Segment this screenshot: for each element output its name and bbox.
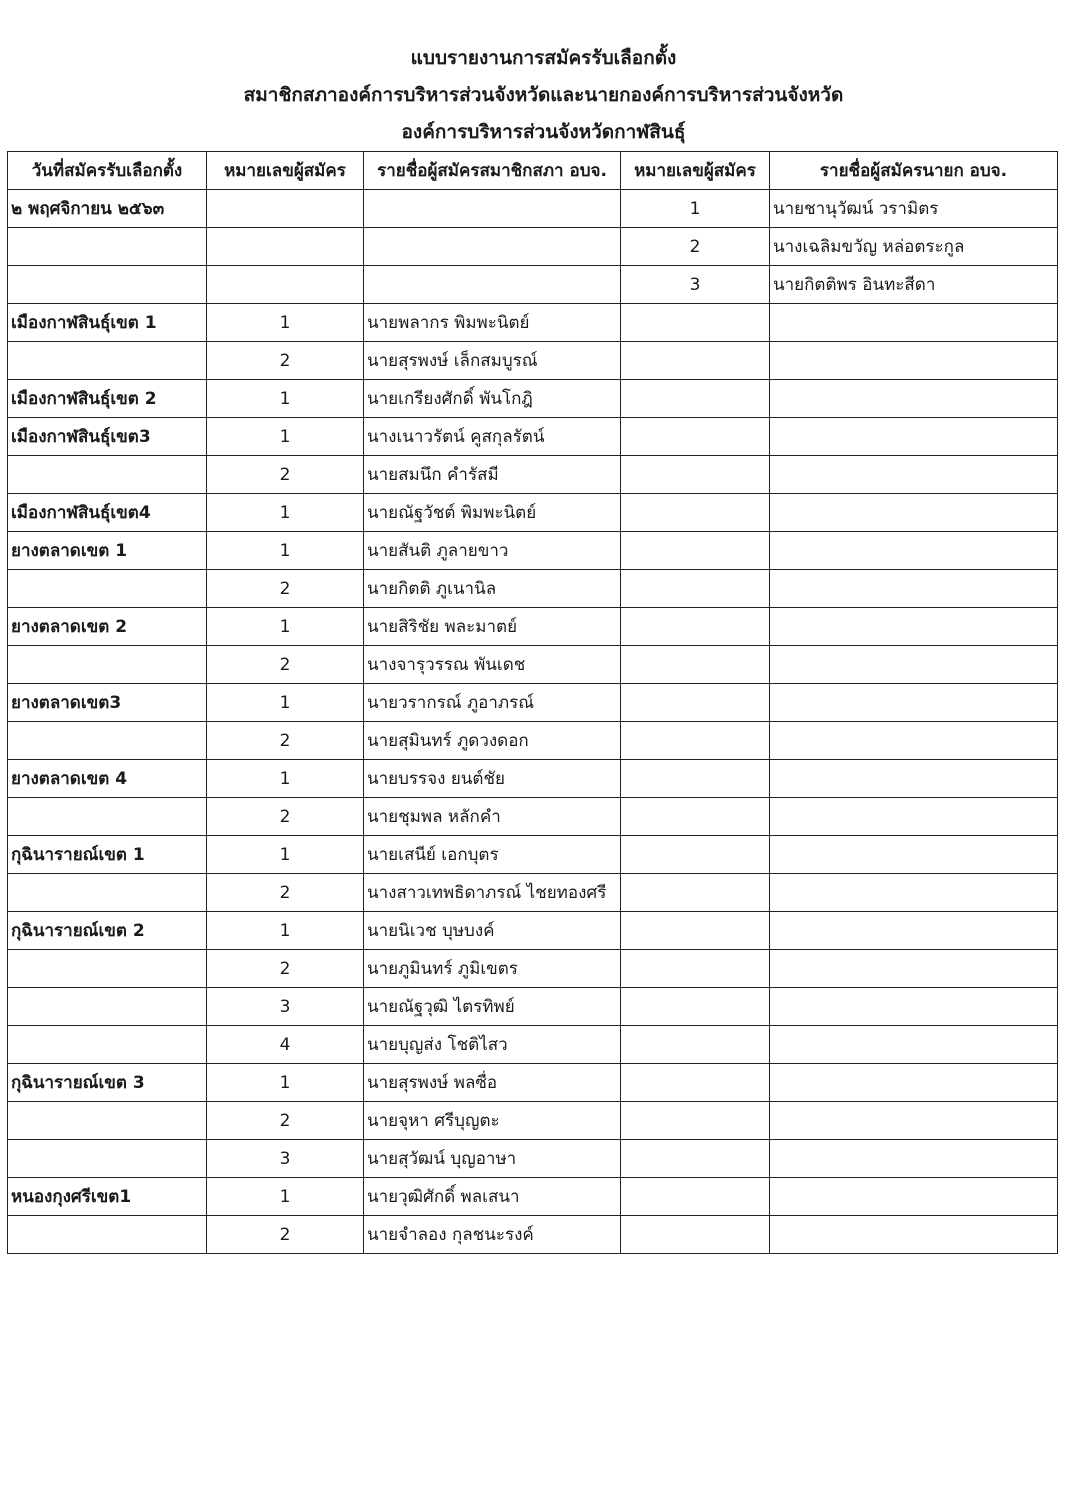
district-cell: กุฉินารายณ์เขต 3 [8, 1064, 207, 1102]
council-number-cell: 2 [207, 950, 364, 988]
district-cell: ๒ พฤศจิกายน ๒๕๖๓ [8, 190, 207, 228]
council-number-cell: 1 [207, 608, 364, 646]
table-row [8, 1026, 1058, 1064]
mayor-name-cell [770, 722, 1058, 760]
council-number-cell: 2 [207, 342, 364, 380]
district-cell [8, 950, 207, 988]
mayor-number-cell: 1 [621, 190, 770, 228]
council-number-cell: 1 [207, 304, 364, 342]
mayor-number-cell: 3 [621, 266, 770, 304]
mayor-number-cell [621, 684, 770, 722]
mayor-name-cell [770, 1216, 1058, 1254]
mayor-name-cell [770, 950, 1058, 988]
council-name-cell: นายเสนีย์ เอกบุตร [364, 836, 621, 874]
council-number-cell: 3 [207, 988, 364, 1026]
mayor-number-cell [621, 608, 770, 646]
council-number-cell: 3 [207, 1140, 364, 1178]
council-name-cell: นางเนาวรัตน์ คูสกุลรัตน์ [364, 418, 621, 456]
mayor-number-cell [621, 456, 770, 494]
district-cell [8, 798, 207, 836]
council-name-cell: นางจารุวรรณ พันเดช [364, 646, 621, 684]
mayor-name-cell [770, 1140, 1058, 1178]
table-row [8, 1140, 1058, 1178]
table-row [8, 646, 1058, 684]
report-titles [0, 40, 1087, 151]
mayor-name-cell [770, 912, 1058, 950]
council-name-cell: นายจำลอง กุลชนะรงค์ [364, 1216, 621, 1254]
mayor-name-cell: นางเฉลิมขวัญ หล่อตระกูล [770, 228, 1058, 266]
col-header-mayor-candidate-number: หมายเลขผู้สมัคร [621, 152, 770, 190]
mayor-name-cell: นายชานุวัฒน์ วรามิตร [770, 190, 1058, 228]
council-number-cell: 2 [207, 798, 364, 836]
mayor-number-cell [621, 836, 770, 874]
district-cell [8, 1102, 207, 1140]
council-number-cell: 1 [207, 494, 364, 532]
mayor-number-cell [621, 950, 770, 988]
table-row [8, 608, 1058, 646]
district-cell [8, 342, 207, 380]
mayor-name-cell [770, 494, 1058, 532]
table-row [8, 266, 1058, 304]
table-row [8, 532, 1058, 570]
mayor-name-cell [770, 874, 1058, 912]
council-name-cell: นายสุวัฒน์ บุญอาษา [364, 1140, 621, 1178]
mayor-number-cell [621, 1026, 770, 1064]
table-row [8, 1102, 1058, 1140]
table-row [8, 760, 1058, 798]
table-row [8, 912, 1058, 950]
table-row [8, 456, 1058, 494]
council-name-cell: นายสุมินทร์ ภูดวงดอก [364, 722, 621, 760]
mayor-number-cell [621, 1178, 770, 1216]
district-cell [8, 1140, 207, 1178]
mayor-name-cell [770, 456, 1058, 494]
district-cell: ยางตลาดเขต 2 [8, 608, 207, 646]
table-row [8, 684, 1058, 722]
table-row [8, 874, 1058, 912]
mayor-name-cell [770, 646, 1058, 684]
council-number-cell: 4 [207, 1026, 364, 1064]
mayor-number-cell [621, 874, 770, 912]
mayor-name-cell: นายกิตติพร อินทะสีดา [770, 266, 1058, 304]
table-row [8, 494, 1058, 532]
council-number-cell: 2 [207, 722, 364, 760]
council-name-cell: นายกิตติ ภูเนานิล [364, 570, 621, 608]
mayor-number-cell [621, 304, 770, 342]
mayor-name-cell [770, 418, 1058, 456]
district-cell [8, 266, 207, 304]
mayor-number-cell [621, 722, 770, 760]
council-name-cell: นายสุรพงษ์ พลซื่อ [364, 1064, 621, 1102]
table-row [8, 1178, 1058, 1216]
mayor-name-cell [770, 304, 1058, 342]
table-row [8, 342, 1058, 380]
table-row [8, 798, 1058, 836]
council-name-cell: นางสาวเทพธิดาภรณ์ ไชยทองศรี [364, 874, 621, 912]
table-row [8, 950, 1058, 988]
council-number-cell: 2 [207, 874, 364, 912]
mayor-number-cell [621, 760, 770, 798]
table-row [8, 304, 1058, 342]
table-row [8, 988, 1058, 1026]
col-header-application-date: วันที่สมัครรับเลือกตั้ง [8, 152, 207, 190]
council-name-cell [364, 228, 621, 266]
mayor-name-cell [770, 988, 1058, 1026]
district-cell [8, 988, 207, 1026]
district-cell: เมืองกาฬสินธุ์เขต3 [8, 418, 207, 456]
mayor-name-cell [770, 1102, 1058, 1140]
mayor-name-cell [770, 570, 1058, 608]
council-number-cell: 1 [207, 418, 364, 456]
report-title: แบบรายงานการสมัครรับเลือกตั้ง [410, 47, 677, 69]
council-name-cell: นายสันติ ภูลายขาว [364, 532, 621, 570]
table-body [8, 190, 1058, 1254]
council-number-cell: 1 [207, 532, 364, 570]
col-header-mayor-candidate-names: รายชื่อผู้สมัครนายก อบจ. [770, 152, 1058, 190]
council-number-cell: 2 [207, 1102, 364, 1140]
mayor-name-cell [770, 1178, 1058, 1216]
mayor-number-cell [621, 798, 770, 836]
col-header-council-candidate-names: รายชื่อผู้สมัครสมาชิกสภา อบจ. [364, 152, 621, 190]
mayor-name-cell [770, 1064, 1058, 1102]
mayor-name-cell [770, 380, 1058, 418]
mayor-number-cell [621, 1216, 770, 1254]
district-cell: กุฉินารายณ์เขต 2 [8, 912, 207, 950]
district-cell [8, 456, 207, 494]
council-name-cell [364, 190, 621, 228]
council-name-cell: นายเกรียงศักดิ์ พันโกฎิ [364, 380, 621, 418]
district-cell: ยางตลาดเขต 1 [8, 532, 207, 570]
mayor-number-cell [621, 988, 770, 1026]
council-name-cell: นายจุหา ศรีบุญตะ [364, 1102, 621, 1140]
col-header-council-candidate-number: หมายเลขผู้สมัคร [207, 152, 364, 190]
district-cell [8, 1026, 207, 1064]
mayor-name-cell [770, 836, 1058, 874]
table-row [8, 190, 1058, 228]
district-cell: เมืองกาฬสินธุ์เขต 1 [8, 304, 207, 342]
mayor-name-cell [770, 1026, 1058, 1064]
council-name-cell: นายณัฐวัชต์ พิมพะนิตย์ [364, 494, 621, 532]
district-cell [8, 570, 207, 608]
mayor-number-cell [621, 570, 770, 608]
council-name-cell: นายวรากรณ์ ภูอาภรณ์ [364, 684, 621, 722]
mayor-number-cell [621, 1064, 770, 1102]
district-cell: ยางตลาดเขต3 [8, 684, 207, 722]
table-row [8, 836, 1058, 874]
mayor-number-cell [621, 380, 770, 418]
council-number-cell: 1 [207, 380, 364, 418]
council-name-cell: นายบรรจง ยนต์ชัย [364, 760, 621, 798]
table-row [8, 570, 1058, 608]
district-cell: กุฉินารายณ์เขต 1 [8, 836, 207, 874]
council-name-cell: นายสุรพงษ์ เล็กสมบูรณ์ [364, 342, 621, 380]
council-number-cell: 1 [207, 1064, 364, 1102]
district-cell: ยางตลาดเขต 4 [8, 760, 207, 798]
district-cell [8, 874, 207, 912]
council-name-cell [364, 266, 621, 304]
mayor-name-cell [770, 342, 1058, 380]
table-row [8, 722, 1058, 760]
council-name-cell: นายวุฒิศักดิ์ พลเสนา [364, 1178, 621, 1216]
council-name-cell: นายบุญส่ง โชติไสว [364, 1026, 621, 1064]
mayor-number-cell [621, 418, 770, 456]
council-number-cell: 2 [207, 456, 364, 494]
council-number-cell [207, 190, 364, 228]
district-cell: เมืองกาฬสินธุ์เขต4 [8, 494, 207, 532]
council-name-cell: นายสิริชัย พละมาตย์ [364, 608, 621, 646]
council-name-cell: นายชุมพล หลักคำ [364, 798, 621, 836]
mayor-name-cell [770, 608, 1058, 646]
table-row [8, 1064, 1058, 1102]
council-number-cell [207, 266, 364, 304]
mayor-number-cell: 2 [621, 228, 770, 266]
table-row [8, 1216, 1058, 1254]
council-number-cell: 1 [207, 1178, 364, 1216]
council-number-cell: 2 [207, 646, 364, 684]
council-name-cell: นายพลากร พิมพะนิตย์ [364, 304, 621, 342]
district-cell: เมืองกาฬสินธุ์เขต 2 [8, 380, 207, 418]
district-cell [8, 722, 207, 760]
council-number-cell: 2 [207, 1216, 364, 1254]
council-name-cell: นายสมนึก คำรัสมี [364, 456, 621, 494]
table-row [8, 228, 1058, 266]
council-number-cell: 1 [207, 836, 364, 874]
council-number-cell: 1 [207, 760, 364, 798]
district-cell: หนองกุงศรีเขต1 [8, 1178, 207, 1216]
council-name-cell: นายณัฐวุฒิ ไตรทิพย์ [364, 988, 621, 1026]
mayor-number-cell [621, 532, 770, 570]
mayor-name-cell [770, 532, 1058, 570]
council-number-cell: 1 [207, 912, 364, 950]
council-number-cell [207, 228, 364, 266]
mayor-number-cell [621, 1140, 770, 1178]
district-cell [8, 646, 207, 684]
district-cell [8, 228, 207, 266]
mayor-number-cell [621, 1102, 770, 1140]
district-cell [8, 1216, 207, 1254]
council-number-cell: 1 [207, 684, 364, 722]
mayor-number-cell [621, 342, 770, 380]
mayor-name-cell [770, 684, 1058, 722]
mayor-name-cell [770, 798, 1058, 836]
council-name-cell: นายนิเวช บุษบงค์ [364, 912, 621, 950]
council-number-cell: 2 [207, 570, 364, 608]
organization-name: องค์การบริหารส่วนจังหวัดกาฬสินธุ์ [401, 121, 686, 143]
table-header-row [8, 152, 1058, 190]
mayor-number-cell [621, 494, 770, 532]
mayor-number-cell [621, 912, 770, 950]
mayor-number-cell [621, 646, 770, 684]
table-row [8, 418, 1058, 456]
table-row [8, 380, 1058, 418]
mayor-name-cell [770, 760, 1058, 798]
candidates-table [7, 151, 1058, 1254]
report-subtitle: สมาชิกสภาองค์การบริหารส่วนจังหวัดและนายกองค์การบริหารส่วนจังหวัด [243, 84, 844, 106]
council-name-cell: นายภูมินทร์ ภูมิเขตร [364, 950, 621, 988]
